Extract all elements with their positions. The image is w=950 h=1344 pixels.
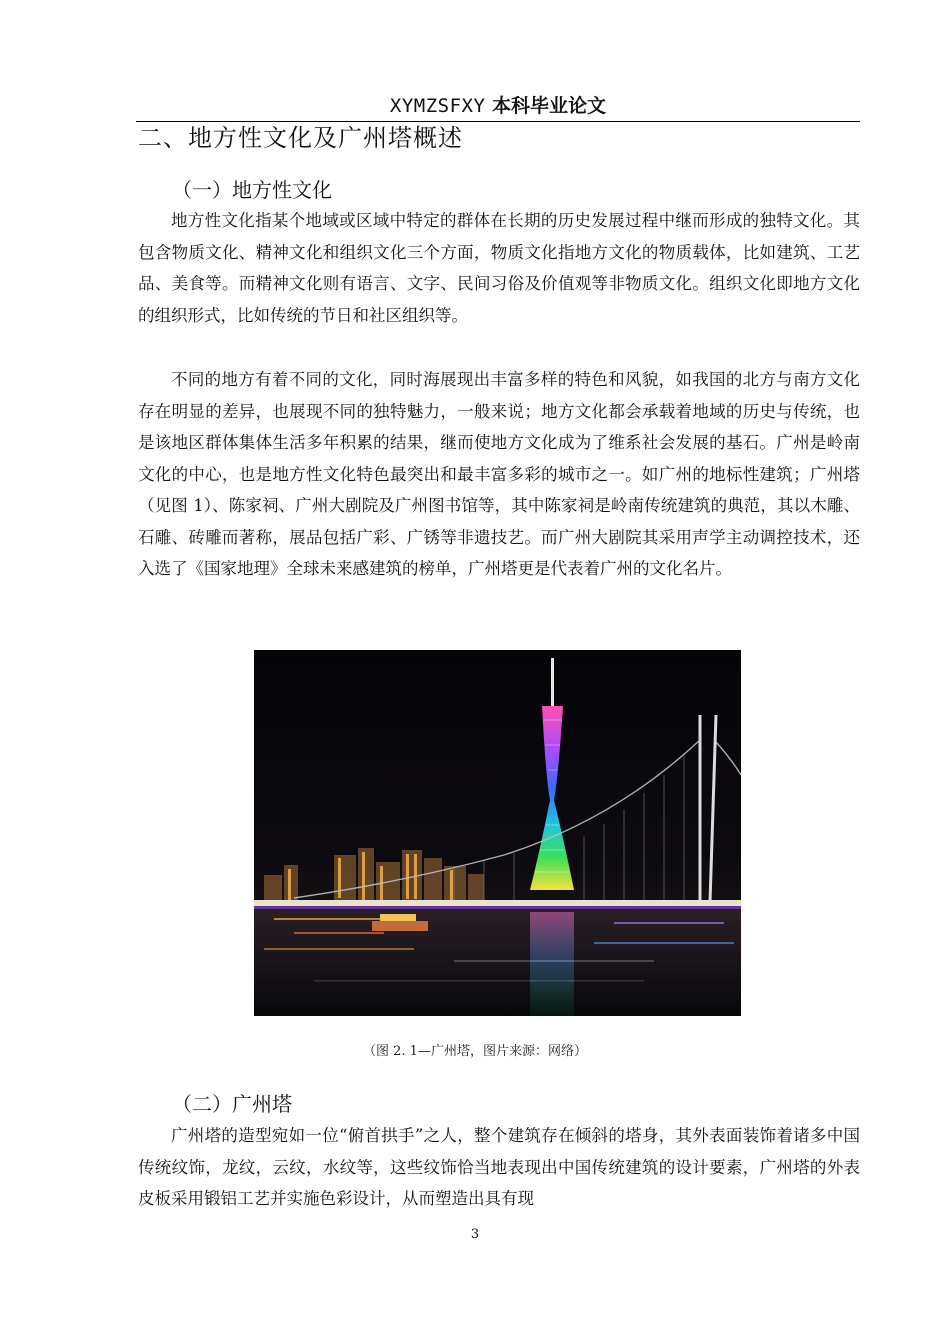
canton-tower-photo <box>254 650 741 1016</box>
subsection-title-local-culture: （一）地方性文化 <box>172 178 332 202</box>
header-thesis-label: 本科毕业论文 <box>485 95 607 117</box>
page-number: 3 <box>470 1227 480 1242</box>
header-latin-code: XYMZSFXY <box>389 95 486 117</box>
paragraph-local-culture-definition: 地方性文化指某个地域或区域中特定的群体在长期的历史发展过程中继而形成的独特文化。其包含物质文化、精神文化和组织文化三个方面，物质文化指地方文化的物质载体，比如建筑、工艺品、美食等。而精神文化则有语言、文字、民间习俗及价值观等非物质文化。组织文化即地方文化的组织形式，比如传统的节日和社区组织等。 <box>138 211 860 325</box>
canton-tower-night-illustration <box>254 650 741 1016</box>
subsection-title-canton-tower: （二）广州塔 <box>172 1092 292 1116</box>
paragraph-canton-tower-description: 广州塔的造型宛如一位“俯首拱手”之人，整个建筑存在倾斜的塔身，其外表面装饰着诸多中国传统纹饰，龙纹，云纹，水纹等，这些纹饰恰当地表现出中国传统建筑的设计要素，广州塔的外表皮板采用锻铝工艺并实施色彩设计，从而塑造出具有现 <box>138 1126 860 1208</box>
paragraph-regional-differences: 不同的地方有着不同的文化，同时海展现出丰富多样的特色和风貌，如我国的北方与南方文化存在明显的差异，也展现不同的独特魅力，一般来说；地方文化都会承载着地域的历史与传统，也是该地区群体集体生活多年积累的结果，继而使地方文化成为了维系社会发展的基石。广州是岭南文化的中心，也是地方性文化特色最突出和最丰富多彩的城市之一。如广州的地标性建筑；广州塔（见图 1）、陈家祠、广州大剧院及广州图书馆等，其中陈家祠是岭南传统建筑的典范，其以木雕、石雕、砖雕而著称，展品包括广彩、广锈等非遗技艺。而广州大剧院其采用声学主动调控技术，还入选了《国家地理》全球未来感建筑的榜单，广州塔更是代表着广州的文化名片。 <box>138 370 860 578</box>
section-title: 二、地方性文化及广州塔概述 <box>138 124 463 152</box>
figure-caption: （图 2. 1—广州塔，图片来源：网络） <box>363 1044 587 1059</box>
running-header <box>136 93 860 122</box>
